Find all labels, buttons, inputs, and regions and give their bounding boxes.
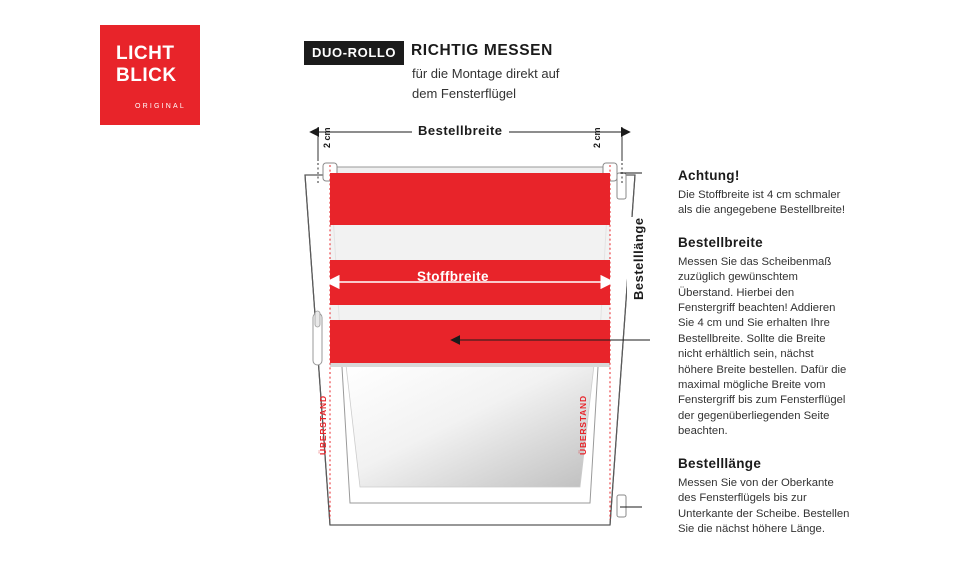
fabric-stripe-1 xyxy=(330,173,610,225)
note-block-bestellbreite xyxy=(678,235,850,440)
note-heading-bestellbreite: Bestellbreite xyxy=(678,234,763,250)
dimension-label-bestelllaenge: Bestelllänge xyxy=(627,217,650,300)
page-subtitle-line-2: dem Fensterflügel xyxy=(412,86,517,101)
dimension-label-overhang-right: ÜBERSTAND xyxy=(578,395,588,455)
note-text-bestelllaenge: Messen Sie von der Oberkante des Fensterflügels bis zur Unterkante der Scheibe. Bestellen Sie die nächst höhere Länge. xyxy=(678,476,850,535)
note-heading-bestelllaenge: Bestelllänge xyxy=(678,455,762,471)
dimension-label-overhang-left: ÜBERSTAND xyxy=(318,395,328,455)
logo-line-1: LICHT xyxy=(116,43,175,64)
brand-logo xyxy=(100,25,200,125)
window-handle-shape xyxy=(313,311,322,365)
logo-line-3: ORIGINAL xyxy=(134,103,186,110)
note-text-achtung: Die Stoffbreite ist 4 cm schmaler als die angegebene Bestellbreite! xyxy=(678,189,846,217)
dimension-label-stoffbreite: Stoffbreite xyxy=(417,269,489,284)
logo-line-2: BLICK xyxy=(116,65,177,86)
product-type-badge: DUO-ROLLO xyxy=(304,41,404,65)
instructions-column xyxy=(678,168,850,537)
measuring-diagram xyxy=(290,115,650,545)
note-block-bestelllaenge xyxy=(678,456,850,538)
note-block-achtung xyxy=(678,168,850,219)
note-text-bestellbreite: Messen Sie das Scheibenmaß zuzüglich gewünschtem Überstand. Hierbei den Fenstergriff beachten! Addieren Sie 4 cm und Sie erhalten Ihre Bestellbreite. Sollte die Breite nicht erhältlich sein, nächst höhere Breite bestellen. Dafür die maximal mögliche Breite vom Fenstergriff bis zum Fensterflügel der gegenüberliegenden Seite beachten. xyxy=(678,255,847,438)
dimension-label-margin-right: 2 cm xyxy=(592,127,602,148)
dimension-label-margin-left: 2 cm xyxy=(322,127,332,148)
page-subtitle-line-1: für die Montage direkt auf xyxy=(412,66,560,81)
page-subtitle xyxy=(412,64,559,104)
note-heading-achtung: Achtung! xyxy=(678,168,740,183)
dimension-label-bestellbreite: Bestellbreite xyxy=(412,123,509,138)
page-title: RICHTIG MESSEN xyxy=(411,42,553,59)
fabric-stripe-3 xyxy=(330,320,610,365)
